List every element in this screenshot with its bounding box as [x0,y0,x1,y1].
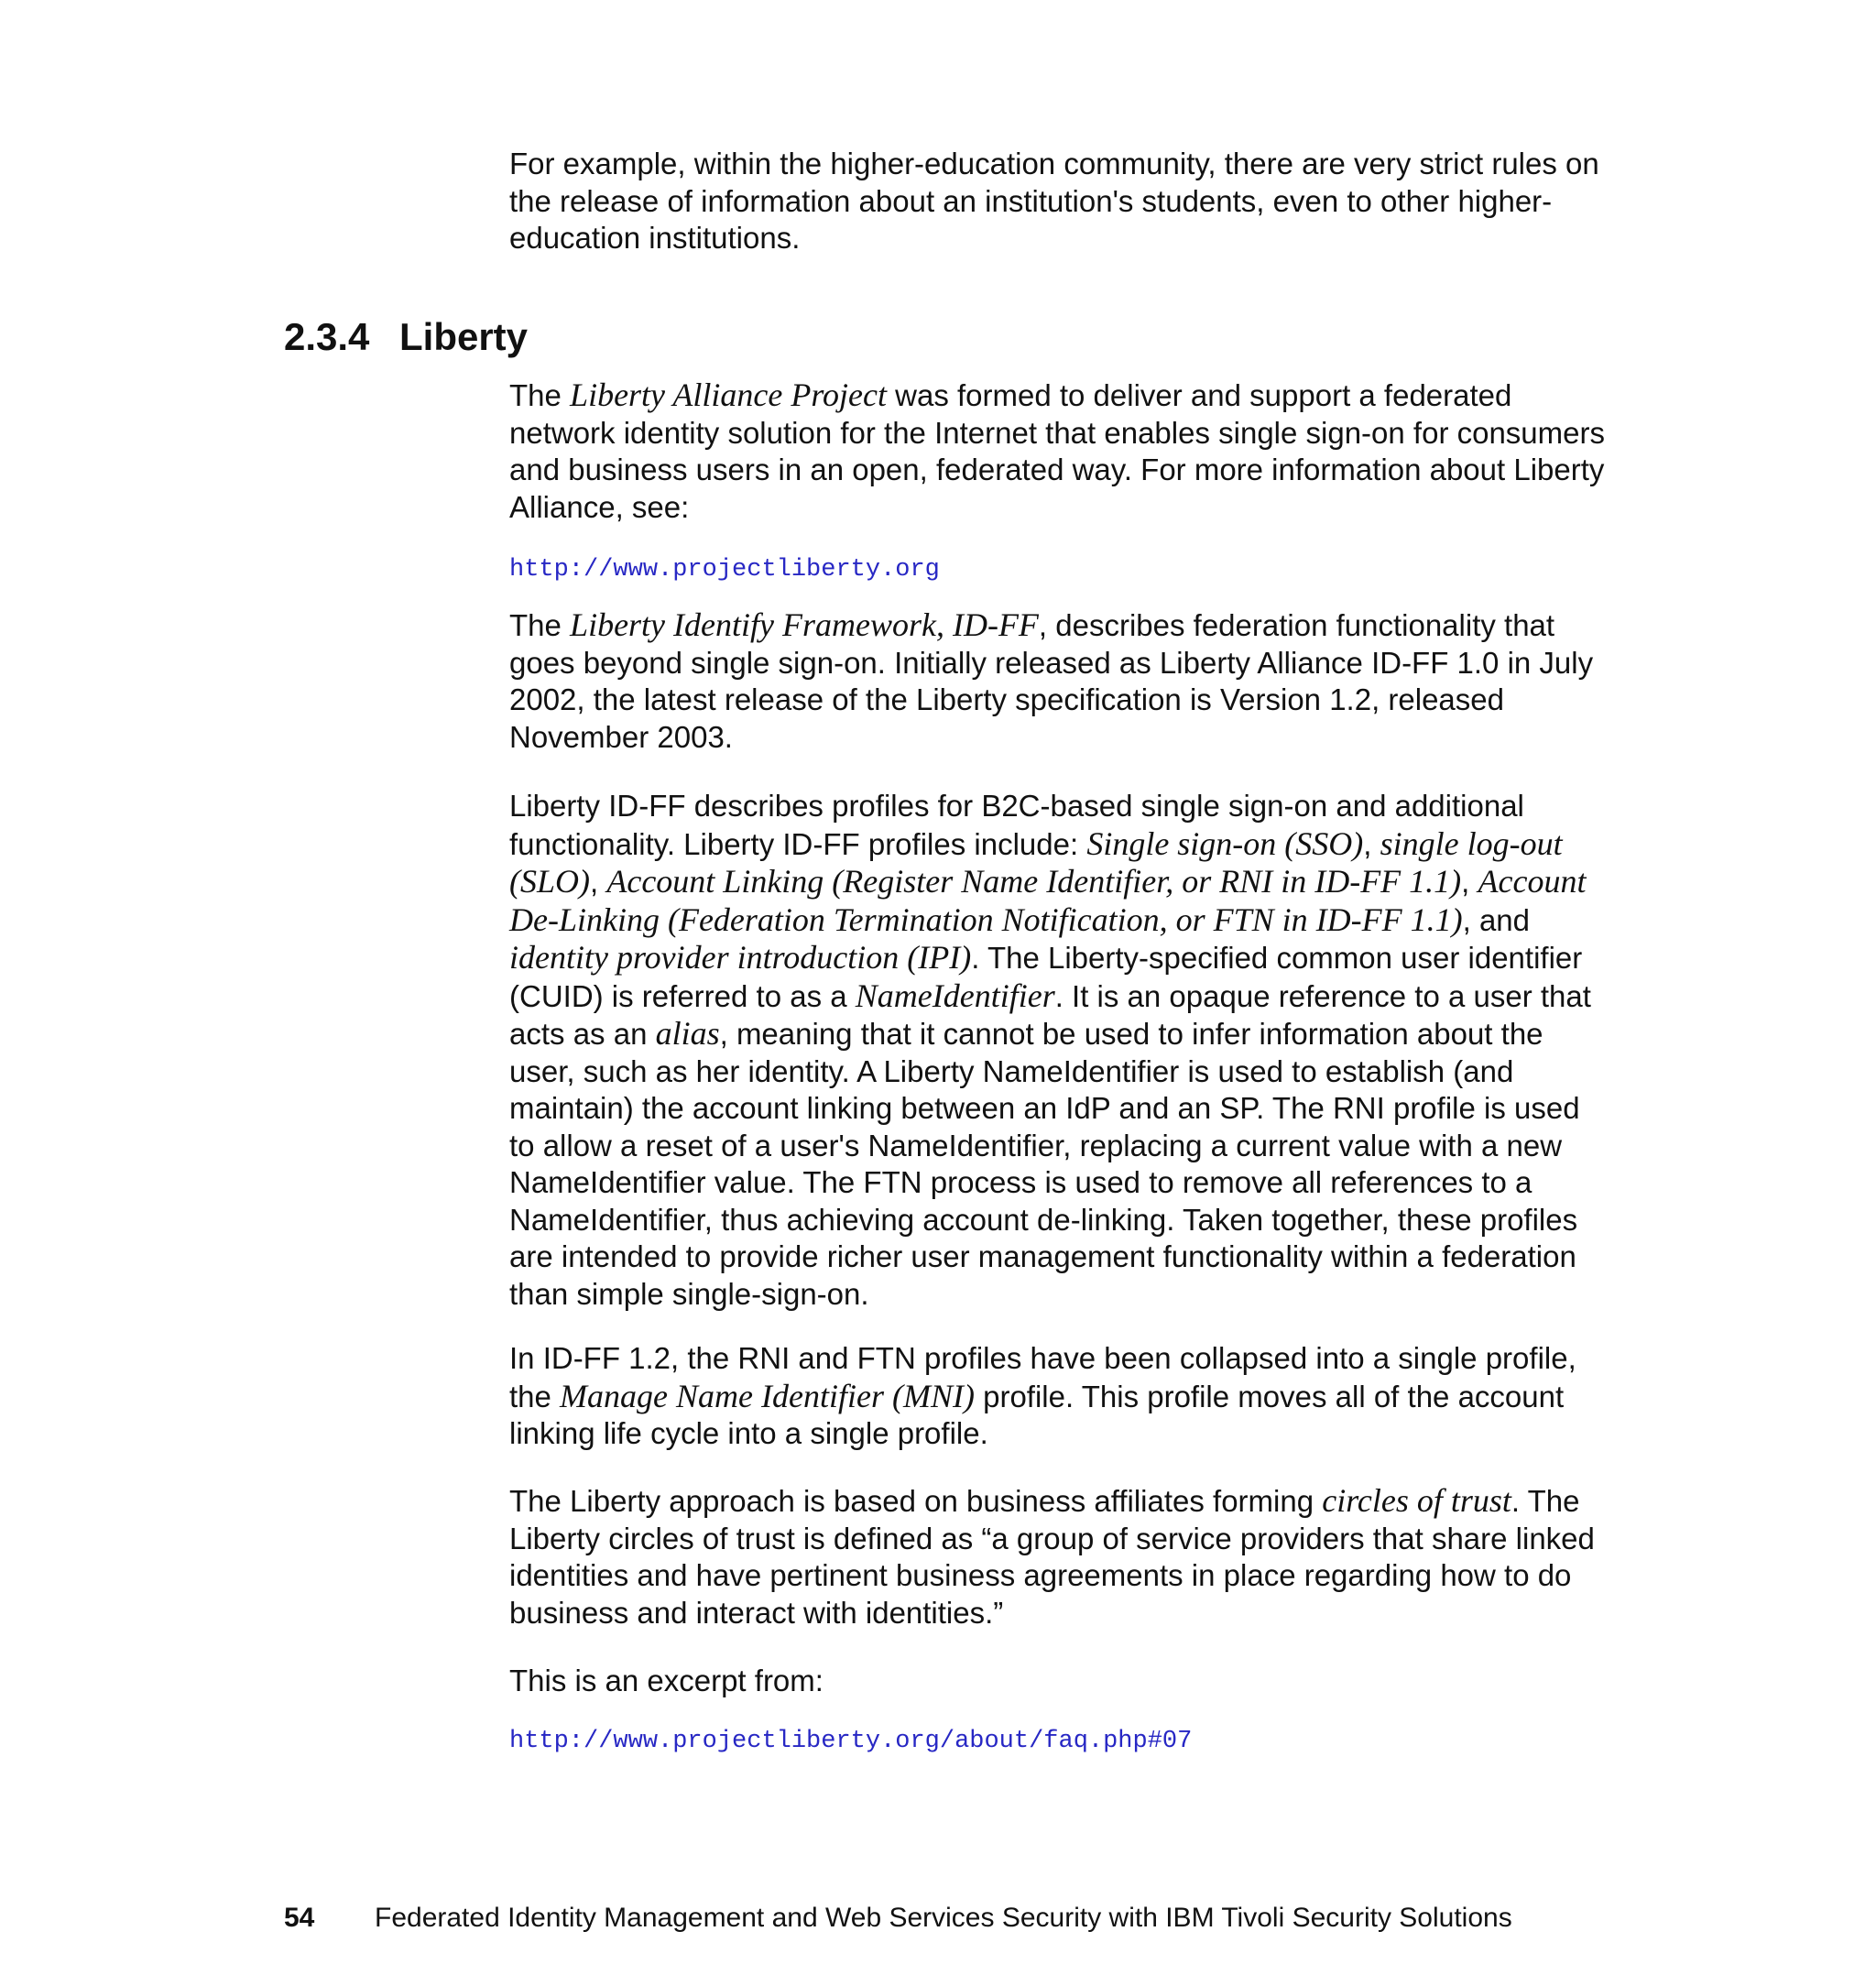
link-block-1 [509,547,1613,585]
page-number: 54 [284,1903,315,1933]
p3-slo: single log-out (SLO) [509,824,1563,900]
excerpt-text: This is an excerpt from: [509,1664,823,1697]
p5-text-a: The Liberty approach is based on business affiliates forming [509,1484,1323,1518]
paragraph-mni [509,1340,1613,1453]
p1-emphasis: Liberty Alliance Project [570,376,887,413]
p3-text: Liberty ID-FF describes profiles for B2C-based single sign-on and additional functionality. Liberty ID-FF profiles include: [509,789,1524,861]
p4-text-a: In ID-FF 1.2, the RNI and FTN profiles have been collapsed into a single profile, the [509,1341,1576,1413]
p2-emphasis: Liberty Identify Framework, ID-FF [570,606,1039,643]
p3-ipi: identity provider introduction (IPI) [509,939,972,976]
p3-text: , meaning that it cannot be used to infer information about the user, such as her identity. A Liberty NameIdentifier is used to establish (and maintain) the account linking between an IdP and an SP. The RNI profile is used to allow a reset of a user's NameIdentifier, replacing a current value with a new NameIdentifier value. The FTN process is used to remove all references to a NameIdentifier, thus achieving account de-linking. Taken together, these profiles are intended to provide richer user management functionality within a federation than simple single-sign-on. [509,1017,1580,1311]
book-title: Federated Identity Management and Web Services Security with IBM Tivoli Security Solutions [375,1903,1512,1933]
p4-emphasis: Manage Name Identifier (MNI) [560,1377,975,1414]
p2-text-a: The [509,608,571,642]
p1-text-a: The [509,378,571,412]
paragraph-id-ff [509,606,1613,756]
p3-text: , [1363,826,1380,861]
p3-text: , [1461,865,1478,899]
p3-nameidentifier: NameIdentifier [855,977,1055,1014]
p3-sso: Single sign-on (SSO) [1086,824,1364,862]
p3-account-delinking: Account De-Linking (Federation Termination Notification, or FTN in ID-FF 1.1) [509,863,1587,938]
p1-text-c: was formed to deliver and support a federated network identity solution for the Internet that enables single sign-on for consumers and business users in an open, federated way. For more information about Liberty Alliance, see: [509,378,1605,524]
page-footer [284,1902,1512,1935]
p2-text-c: , describes federation functionality that goes beyond single sign-on. Initially released as Liberty Alliance ID-FF 1.0 in July 2002, the latest release of the Liberty specification is Version 1.2, released November 2003. [509,608,1594,754]
p3-text: . It is an opaque reference to a user that acts as an [509,978,1591,1051]
p3-text: . The Liberty-specified common user identifier (CUID) is referred to as a [509,941,1583,1013]
paragraph-profiles [509,788,1613,1313]
faq-link[interactable]: http://www.projectliberty.org/about/faq.php#07 [509,1728,1193,1755]
section-number: 2.3.4 [284,315,370,358]
section-heading [284,314,528,360]
paragraph-circles-of-trust [509,1482,1613,1631]
link-block-2 [509,1719,1613,1757]
p3-account-linking: Account Linking (Register Name Identifier, or RNI in ID-FF 1.1) [606,863,1462,900]
projectliberty-link[interactable]: http://www.projectliberty.org [509,556,940,584]
intro-paragraph [509,146,1613,257]
intro-text: For example, within the higher-education community, there are very strict rules on the release of information about an institution's students, even to other higher-education institutions. [509,147,1599,255]
p5-text-c: . The Liberty circles of trust is defined as “a group of service providers that share linked identities and have pertinent business agreements in place regarding how to do business and interact with identities.” [509,1484,1595,1630]
section-title: Liberty [399,315,529,358]
p3-text: , [590,865,607,899]
paragraph-liberty-alliance [509,376,1613,526]
p4-text-c: profile. This profile moves all of the account linking life cycle into a single profile. [509,1379,1565,1450]
p3-alias: alias [655,1015,720,1052]
paragraph-excerpt [509,1663,1613,1700]
p5-emphasis: circles of trust [1322,1482,1511,1519]
p3-text: , and [1462,902,1531,937]
